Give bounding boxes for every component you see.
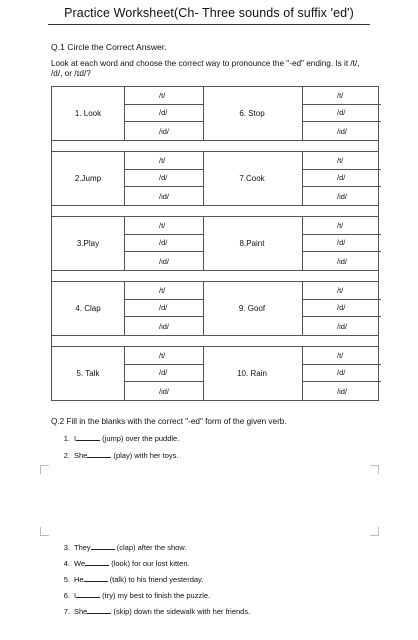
- word-left: 4. Clap: [75, 304, 101, 313]
- q1-heading: Q.1 Circle the Correct Answer.: [51, 42, 167, 52]
- item-rest: (talk) to his friend yesterday.: [107, 575, 204, 584]
- question-row: [51, 151, 379, 206]
- item-subject: We: [74, 559, 86, 568]
- word-left: 2.Jump: [74, 174, 102, 183]
- item-rest: (look) for our lost kitten.: [109, 559, 190, 568]
- answer-blank[interactable]: [84, 573, 108, 582]
- option-choice[interactable]: /d/: [303, 105, 381, 123]
- option-choice[interactable]: /t/: [125, 152, 203, 170]
- item-number: 5.: [63, 575, 70, 584]
- answer-grid: [51, 86, 379, 401]
- question-row: [51, 346, 379, 401]
- option-choice[interactable]: /id/: [159, 256, 170, 266]
- option-choice[interactable]: /d/: [125, 235, 203, 253]
- options-left: [124, 347, 204, 400]
- options-right: [302, 282, 381, 335]
- options-left: [124, 282, 204, 335]
- item-number: 6.: [63, 591, 70, 600]
- answer-blank[interactable]: [87, 605, 111, 614]
- question-row: [51, 281, 379, 336]
- item-subject: I: [74, 434, 77, 443]
- option-choice[interactable]: /id/: [337, 191, 348, 201]
- option-choice[interactable]: /t/: [125, 217, 203, 235]
- word-right: 10. Rain: [237, 369, 267, 378]
- row-separator: [51, 336, 379, 346]
- answer-blank[interactable]: [76, 432, 100, 441]
- page-corner-mark: [40, 527, 49, 536]
- options-right: [302, 87, 381, 140]
- word-right: 7.Cook: [239, 174, 265, 183]
- item-subject: He: [74, 575, 84, 584]
- item-subject: They: [74, 543, 91, 552]
- option-choice[interactable]: /t/: [303, 87, 381, 105]
- option-choice[interactable]: /id/: [337, 256, 348, 266]
- option-choice[interactable]: /t/: [303, 217, 381, 235]
- option-choice[interactable]: /d/: [125, 300, 203, 318]
- options-left: [124, 152, 204, 205]
- q1-instruction: Look at each word and choose the correct way to pronounce the "-ed" ending. Is it /t/, /d/, or /ɪd/?: [51, 59, 360, 78]
- options-right: [302, 217, 381, 270]
- answer-blank[interactable]: [87, 449, 111, 458]
- option-choice[interactable]: /d/: [125, 105, 203, 123]
- page-corner-mark: [40, 465, 49, 474]
- word-right: 8.Paint: [239, 239, 265, 248]
- option-choice[interactable]: /d/: [125, 365, 203, 383]
- page-corner-mark: [370, 527, 379, 536]
- option-choice[interactable]: /d/: [303, 235, 381, 253]
- fill-item: [58, 605, 250, 616]
- item-subject: She: [74, 451, 88, 460]
- option-choice[interactable]: /t/: [125, 347, 203, 365]
- item-rest: (jump) over the puddle.: [100, 434, 180, 443]
- option-choice[interactable]: /t/: [303, 282, 381, 300]
- title-underline: [48, 24, 370, 25]
- item-number: 3.: [63, 543, 70, 552]
- item-number: 2.: [63, 451, 70, 460]
- word-left: 1. Look: [74, 109, 102, 118]
- option-choice[interactable]: /t/: [303, 152, 381, 170]
- option-choice[interactable]: /id/: [159, 321, 170, 331]
- options-left: [124, 217, 204, 270]
- option-choice[interactable]: /id/: [159, 191, 170, 201]
- item-number: 7.: [63, 607, 70, 616]
- option-choice[interactable]: /id/: [337, 386, 348, 396]
- fill-item: [58, 432, 179, 443]
- option-choice[interactable]: /t/: [303, 347, 381, 365]
- word-right: 9. Goof: [238, 304, 266, 313]
- item-subject: I: [74, 591, 77, 600]
- option-choice[interactable]: /d/: [303, 365, 381, 383]
- item-number: 4.: [63, 559, 70, 568]
- item-rest: (try) my best to finish the puzzle.: [100, 591, 211, 600]
- row-separator: [51, 141, 379, 151]
- row-separator: [51, 206, 379, 216]
- options-left: [124, 87, 204, 140]
- item-number: 1.: [63, 434, 70, 443]
- option-choice[interactable]: /t/: [125, 282, 203, 300]
- question-row: [51, 216, 379, 271]
- item-rest: (skip) down the sidewalk with her friends.: [111, 607, 251, 616]
- word-right: 6. Stop: [239, 109, 265, 118]
- option-choice[interactable]: /d/: [303, 170, 381, 188]
- option-choice[interactable]: /id/: [159, 126, 170, 136]
- option-choice[interactable]: /id/: [159, 386, 170, 396]
- option-choice[interactable]: /t/: [125, 87, 203, 105]
- question-row: [51, 86, 379, 141]
- item-rest: (clap) after the show.: [114, 543, 187, 552]
- answer-blank[interactable]: [91, 541, 115, 550]
- option-choice[interactable]: /id/: [337, 126, 348, 136]
- title-area: [0, 0, 418, 20]
- option-choice[interactable]: /id/: [337, 321, 348, 331]
- fill-item: [58, 541, 186, 552]
- fill-item: [58, 449, 178, 460]
- item-subject: She: [74, 607, 88, 616]
- answer-blank[interactable]: [85, 557, 109, 566]
- row-separator: [51, 271, 379, 281]
- page-corner-mark: [370, 465, 379, 474]
- fill-item: [58, 589, 210, 600]
- fill-item: [58, 557, 190, 568]
- q2-heading: Q.2 Fill in the blanks with the correct "-ed" form of the given verb.: [51, 417, 287, 426]
- options-right: [302, 152, 381, 205]
- page-title: Practice Worksheet(Ch- Three sounds of suffix 'ed'): [64, 6, 354, 20]
- word-left: 3.Play: [76, 239, 100, 248]
- answer-blank[interactable]: [76, 589, 100, 598]
- word-left: 5. Talk: [76, 369, 100, 378]
- option-choice[interactable]: /d/: [125, 170, 203, 188]
- fill-item: [58, 573, 203, 584]
- item-rest: (play) with her toys.: [111, 451, 179, 460]
- options-right: [302, 347, 381, 400]
- option-choice[interactable]: /d/: [303, 300, 381, 318]
